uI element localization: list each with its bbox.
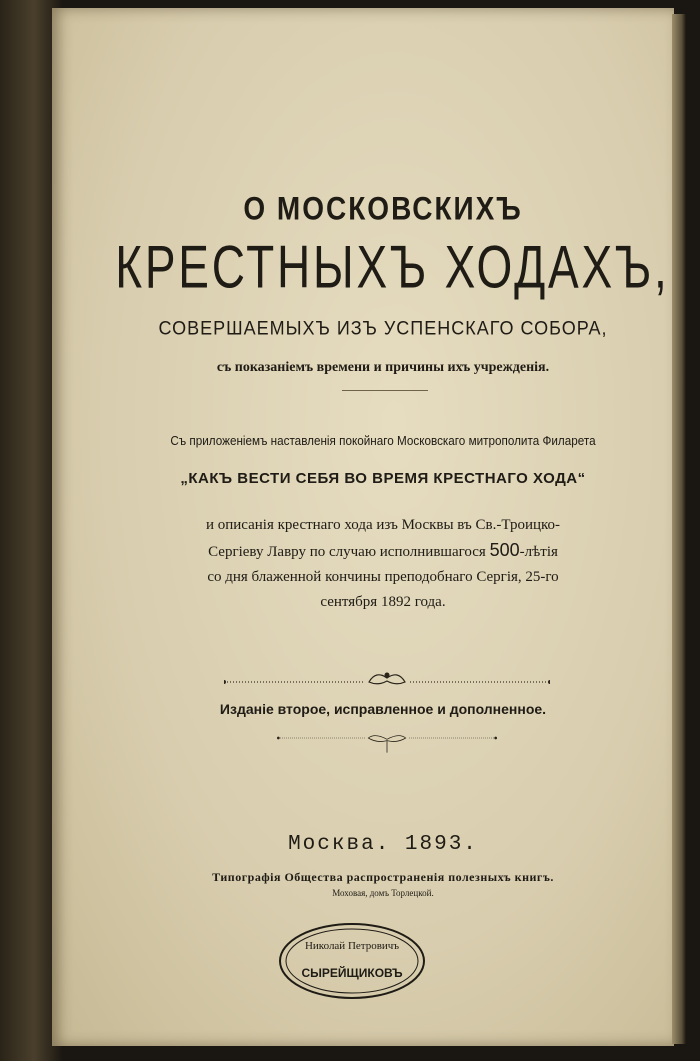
desc-line-4: сентября 1892 года. (320, 594, 446, 610)
subtitle-2: съ показаніемъ времени и причины ихъ учрежденія. (216, 360, 550, 375)
divider-rule (342, 390, 428, 391)
desc-line-3: со дня блаженной кончины преподобнаго Сергія, 25-го (207, 569, 559, 585)
appendix-intro: Съ приложеніемъ наставленія покойнаго Московскаго митрополита Филарета (170, 433, 596, 448)
right-page-edge (672, 14, 686, 1044)
appendix-description (92, 513, 674, 615)
stamp-line-1: Николай Петровичъ (304, 940, 400, 952)
desc-line-2 (92, 538, 674, 565)
title-page (52, 8, 674, 1046)
printer-address: Моховая, домъ Торлецкой. (332, 888, 434, 898)
edition-note: Изданіе второе, исправленное и дополненное. (219, 701, 547, 717)
desc-line-2a: Сергіеву Лавру по случаю исполнившагося (208, 544, 490, 560)
title-line-2: КРЕСТНЫХЪ ХОДАХЪ, (115, 233, 670, 301)
appendix-quote: „КАКЪ ВЕСТИ СЕБЯ ВО ВРЕМЯ КРЕСТНАГО ХОДА“ (180, 470, 586, 487)
printer: Типографія Общества распространенія полезныхъ книгъ. (212, 870, 554, 884)
desc-line-1: и описанія крестнаго хода изъ Москвы въ Св.-Троицко- (205, 517, 561, 533)
subtitle: СОВЕРШАЕМЫХЪ ИЗЪ УСПЕНСКАГО СОБОРА, (158, 316, 608, 339)
stamp-line-2: СЫРЕЙЩИКОВЪ (301, 966, 403, 980)
owner-stamp (277, 921, 427, 1001)
desc-line-2b: -лѣтія (519, 544, 558, 560)
title-line-1: О МОСКОВСКИХЪ (243, 190, 523, 227)
ornament-top (224, 668, 550, 688)
ornament-bottom (224, 734, 550, 754)
anniversary-number: 500 (489, 540, 520, 560)
city-year: Москва. 1893. (288, 833, 478, 856)
